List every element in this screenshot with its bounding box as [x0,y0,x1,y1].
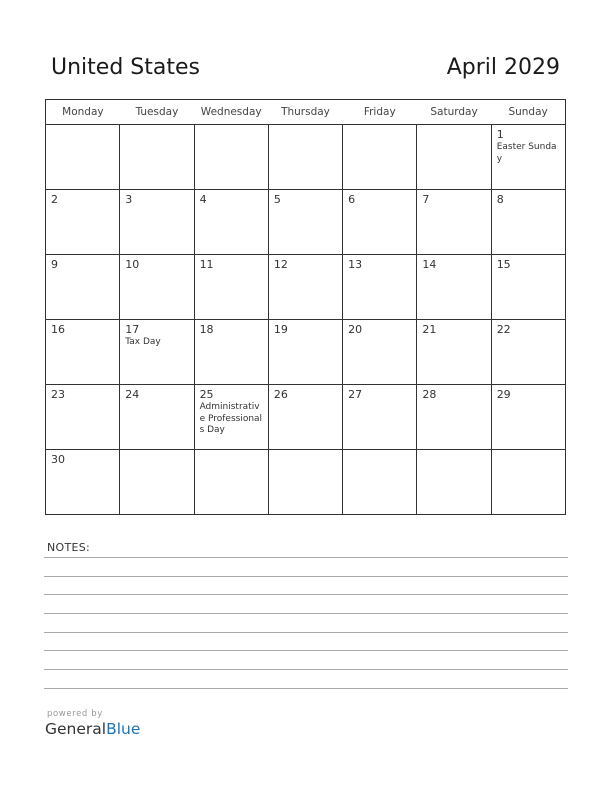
holiday-label: Easter Sunday [496,142,557,164]
day-cell-content [120,385,193,449]
day-cell[interactable] [268,190,342,255]
day-number: 17 [125,323,140,336]
day-cell-content [343,450,416,514]
day-cell-content [120,125,193,189]
day-cell[interactable] [194,320,268,385]
day-cell-content [417,385,490,449]
day-cell-content [343,190,416,254]
powered-by-label: powered by [47,709,103,719]
day-cell-content [195,125,268,189]
day-cell[interactable] [343,320,417,385]
day-cell-content [46,125,119,189]
day-cell-content [195,385,268,449]
calendar-grid [45,99,566,515]
notes-line [44,669,568,670]
day-number: 18 [199,323,214,336]
day-cell-content [417,320,490,384]
empty-day-cell [268,125,342,190]
day-number: 8 [496,193,504,206]
empty-day-cell [194,450,268,515]
day-cell-content [269,320,342,384]
holiday-label: Tax Day [125,337,161,347]
day-number: 30 [51,453,65,466]
day-cell-content [343,385,416,449]
logo-blue-text: Blue [106,720,141,738]
day-cell[interactable] [491,255,565,320]
day-cell[interactable] [417,190,491,255]
day-cell-content [46,320,119,384]
weekday-monday: Monday [46,100,120,125]
notes-line [44,576,568,577]
weekday-saturday: Saturday [417,100,491,125]
day-cell-content [195,255,268,319]
day-cell[interactable] [491,320,565,385]
week-row [46,450,566,515]
day-cell[interactable] [46,385,120,450]
day-cell[interactable] [120,385,194,450]
day-cell[interactable] [491,385,565,450]
day-number: 13 [348,258,363,271]
day-cell[interactable] [268,255,342,320]
day-cell-content [492,255,565,319]
day-cell-content [120,320,193,384]
day-cell-content [195,320,268,384]
day-cell-content [343,255,416,319]
day-number: 4 [199,193,207,206]
day-number: 23 [51,388,65,401]
day-cell-content [492,450,565,514]
empty-day-cell [491,450,565,515]
day-cell-content [269,125,342,189]
day-cell-content [195,190,268,254]
day-cell[interactable] [46,320,120,385]
weekday-sunday: Sunday [491,100,565,125]
empty-day-cell [343,450,417,515]
day-cell[interactable] [120,190,194,255]
notes-line [44,557,568,558]
day-cell[interactable] [46,255,120,320]
day-cell-content [417,125,490,189]
day-number: 11 [199,258,214,271]
day-cell[interactable] [194,385,268,450]
day-cell-content [417,450,490,514]
day-cell-content [120,255,193,319]
day-number: 16 [51,323,65,336]
day-number: 28 [422,388,437,401]
weekday-wednesday: Wednesday [194,100,268,125]
day-cell[interactable] [417,320,491,385]
day-number: 14 [422,258,437,271]
day-cell-content [46,190,119,254]
week-row [46,255,566,320]
day-cell-content [269,255,342,319]
day-cell[interactable] [46,450,120,515]
month-year-title: April 2029 [446,55,560,80]
day-cell[interactable] [46,190,120,255]
day-number: 2 [51,193,58,206]
notes-line [44,613,568,614]
holiday-label: Administrative Professionals Day [199,402,263,435]
day-number: 7 [422,193,430,206]
notes-line [44,632,568,633]
notes-line [44,650,568,651]
day-number: 12 [273,258,288,271]
day-number: 19 [273,323,288,336]
day-cell-content [46,450,119,514]
empty-day-cell [343,125,417,190]
weekday-header-row [46,100,566,125]
day-cell[interactable] [268,385,342,450]
week-row [46,125,566,190]
logo-general-text: General [45,720,107,738]
day-number: 21 [422,323,437,336]
empty-day-cell [120,125,194,190]
day-cell[interactable] [417,385,491,450]
day-cell[interactable] [268,320,342,385]
day-cell[interactable] [491,190,565,255]
day-number: 27 [348,388,363,401]
day-number: 10 [125,258,140,271]
day-cell[interactable] [120,320,194,385]
day-cell[interactable] [491,125,565,190]
day-cell-content [269,385,342,449]
week-row [46,320,566,385]
country-title: United States [51,55,200,80]
week-row [46,385,566,450]
day-number: 20 [348,323,363,336]
day-cell-content [417,190,490,254]
day-cell-content [120,190,193,254]
day-number: 25 [199,388,214,401]
day-number: 9 [51,258,58,271]
day-cell-content [492,190,565,254]
brand-footer [45,709,140,738]
day-cell-content [343,320,416,384]
day-cell[interactable] [120,255,194,320]
day-cell-content [417,255,490,319]
day-cell-content [492,320,565,384]
day-cell-content [343,125,416,189]
day-cell[interactable] [194,255,268,320]
empty-day-cell [194,125,268,190]
day-cell-content [492,385,565,449]
day-cell[interactable] [194,190,268,255]
notes-line [44,688,568,689]
weekday-friday: Friday [343,100,417,125]
day-cell-content [195,450,268,514]
empty-day-cell [417,125,491,190]
day-number: 26 [273,388,288,401]
generalblue-logo[interactable] [45,720,140,738]
weekday-thursday: Thursday [268,100,342,125]
day-cell-content [46,255,119,319]
empty-day-cell [120,450,194,515]
day-number: 6 [348,193,356,206]
day-cell[interactable] [343,385,417,450]
notes-label: NOTES: [47,541,91,554]
day-number: 1 [496,128,504,141]
empty-day-cell [417,450,491,515]
day-cell[interactable] [343,255,417,320]
day-cell-content [492,125,565,189]
empty-day-cell [268,450,342,515]
day-number: 29 [496,388,511,401]
empty-day-cell [46,125,120,190]
day-cell-content [120,450,193,514]
day-cell-content [269,450,342,514]
week-row [46,190,566,255]
day-number: 24 [125,388,140,401]
day-number: 22 [496,323,511,336]
notes-line [44,594,568,595]
day-number: 15 [496,258,511,271]
day-number: 3 [125,193,133,206]
day-number: 5 [273,193,281,206]
day-cell-content [46,385,119,449]
day-cell-content [269,190,342,254]
day-cell[interactable] [417,255,491,320]
weekday-tuesday: Tuesday [120,100,194,125]
day-cell[interactable] [343,190,417,255]
